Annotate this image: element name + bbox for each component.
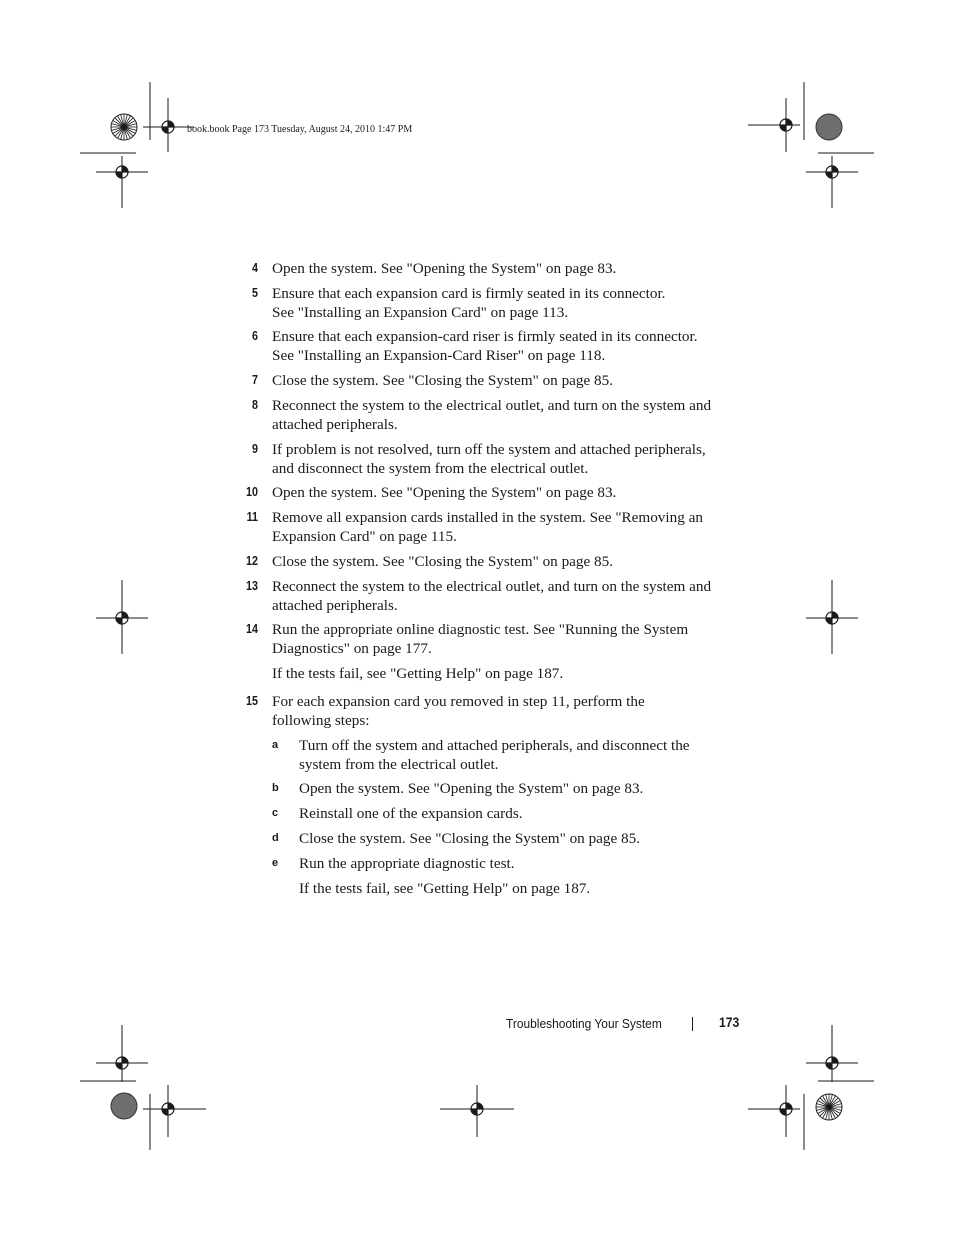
step-text-line: Run the appropriate diagnostic test.	[299, 855, 515, 872]
step-number: 14	[246, 622, 258, 636]
substep-label: e	[272, 857, 279, 869]
step-text-line: Close the system. See "Closing the System" on page 85.	[272, 553, 614, 570]
step-number: 6	[252, 329, 258, 343]
step-text	[272, 285, 742, 322]
substep-text	[299, 830, 769, 849]
substep-label: d	[272, 832, 279, 844]
step-note: If the tests fail, see "Getting Help" on page 187.	[272, 665, 564, 682]
step-text	[272, 553, 742, 572]
step-text-line: Reinstall one of the expansion cards.	[299, 805, 523, 822]
step-number: 12	[246, 554, 258, 568]
step-text-line: Run the appropriate online diagnostic test. See "Running the System	[272, 621, 689, 638]
step-text-line: Open the system. See "Opening the System" on page 83.	[272, 260, 617, 277]
starburst-mark	[816, 1094, 842, 1120]
substep-text	[299, 805, 769, 824]
step-text-line: See "Installing an Expansion-Card Riser" on page 118.	[272, 346, 606, 364]
step-text	[272, 578, 742, 615]
step-text-line: Ensure that each expansion card is firmly seated in its connector.	[272, 285, 666, 302]
step-text-line: For each expansion card you removed in step 11, perform the	[272, 693, 645, 710]
footer-section-title: Troubleshooting Your System	[506, 1016, 662, 1031]
step-text-line: See "Installing an Expansion Card" on page 113.	[272, 303, 569, 321]
step-text	[272, 509, 742, 546]
step-text-line: Reconnect the system to the electrical outlet, and turn on the system and	[272, 578, 712, 595]
step-text-line: Turn off the system and attached peripherals, and disconnect the	[299, 737, 690, 754]
substep-text	[299, 780, 769, 799]
starburst-mark	[111, 114, 137, 140]
substep-note: If the tests fail, see "Getting Help" on page 187.	[299, 880, 591, 897]
step-text	[272, 372, 742, 391]
step-text	[272, 441, 742, 478]
step-text-line: Ensure that each expansion-card riser is firmly seated in its connector.	[272, 328, 698, 345]
step-number: 4	[252, 261, 258, 275]
step-text-line: system from the electrical outlet.	[299, 755, 499, 773]
step-number: 9	[252, 442, 258, 456]
substep-text	[299, 855, 769, 874]
step-text	[272, 693, 742, 730]
step-number: 8	[252, 398, 258, 412]
step-text	[272, 328, 742, 365]
substep-label: c	[272, 807, 279, 819]
step-text-line: Close the system. See "Closing the System" on page 85.	[299, 830, 641, 847]
step-text-line: Remove all expansion cards installed in the system. See "Removing an	[272, 509, 703, 526]
substep-label: b	[272, 782, 279, 794]
step-text-line: Expansion Card" on page 115.	[272, 527, 457, 545]
step-text-line: Close the system. See "Closing the System" on page 85.	[272, 372, 614, 389]
footer-divider	[692, 1017, 693, 1031]
step-number: 10	[246, 485, 258, 499]
step-number: 15	[246, 694, 258, 708]
step-text	[272, 621, 742, 658]
step-text-line: following steps:	[272, 711, 370, 729]
step-text	[272, 484, 742, 503]
step-number: 11	[246, 510, 258, 524]
step-text-line: Diagnostics" on page 177.	[272, 639, 432, 657]
step-text-line: Open the system. See "Opening the System" on page 83.	[299, 780, 644, 797]
page-number: 173	[719, 1015, 740, 1030]
step-text-line: attached peripherals.	[272, 415, 398, 433]
substep-text	[299, 737, 769, 774]
step-text	[272, 260, 742, 279]
step-number: 13	[246, 579, 258, 593]
step-text-line: and disconnect the system from the electrical outlet.	[272, 459, 589, 477]
step-number: 7	[252, 373, 258, 387]
step-text-line: If problem is not resolved, turn off the system and attached peripherals,	[272, 441, 706, 458]
substep-label: a	[272, 739, 279, 751]
print-slug: book.book Page 173 Tuesday, August 24, 2010 1:47 PM	[187, 124, 413, 135]
step-number: 5	[252, 286, 258, 300]
step-text-line: attached peripherals.	[272, 596, 398, 614]
step-text	[272, 397, 742, 434]
step-text-line: Reconnect the system to the electrical outlet, and turn on the system and	[272, 397, 712, 414]
step-text-line: Open the system. See "Opening the System" on page 83.	[272, 484, 617, 501]
